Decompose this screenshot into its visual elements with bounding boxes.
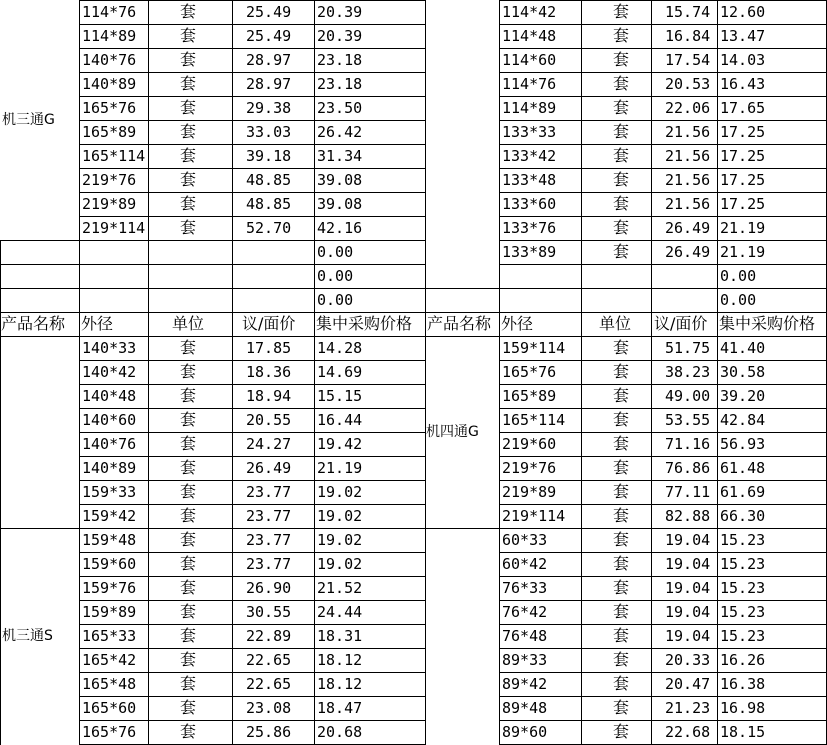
outer-diameter-cell: 76*42	[502, 603, 548, 621]
list-price-cell: 26.90	[246, 579, 292, 597]
list-price-cell: 25.49	[246, 3, 292, 21]
purchase-price-cell: 23.18	[317, 51, 363, 69]
outer-diameter-cell: 133*42	[502, 147, 557, 165]
unit-cell: 套	[180, 50, 197, 69]
unit-cell: 套	[613, 26, 630, 45]
list-price-cell: 51.75	[665, 339, 711, 357]
purchase-price-cell: 14.69	[317, 363, 363, 381]
outer-diameter-cell: 219*60	[502, 435, 557, 453]
outer-diameter-cell: 219*89	[82, 195, 137, 213]
column-header: 集中采购价格	[316, 314, 413, 333]
unit-cell: 套	[613, 482, 630, 501]
outer-diameter-cell: 165*76	[502, 363, 557, 381]
grid-line	[79, 0, 80, 312]
unit-cell: 套	[613, 530, 630, 549]
unit-cell: 套	[180, 578, 197, 597]
purchase-price-cell: 26.42	[317, 123, 363, 141]
grid-line	[499, 0, 500, 312]
purchase-price-cell: 18.15	[720, 723, 766, 741]
purchase-price-cell: 17.65	[720, 99, 766, 117]
outer-diameter-cell: 159*48	[82, 531, 137, 549]
unit-cell: 套	[613, 722, 630, 741]
grid-line	[148, 0, 149, 312]
grid-line	[314, 312, 315, 745]
outer-diameter-cell: 219*76	[502, 459, 557, 477]
purchase-price-cell: 23.50	[317, 99, 363, 117]
unit-cell: 套	[180, 650, 197, 669]
unit-cell: 套	[180, 338, 197, 357]
list-price-cell: 21.56	[665, 195, 711, 213]
unit-cell: 套	[180, 386, 197, 405]
unit-cell: 套	[613, 434, 630, 453]
list-price-cell: 21.56	[665, 171, 711, 189]
list-price-cell: 21.56	[665, 123, 711, 141]
list-price-cell: 25.86	[246, 723, 292, 741]
outer-diameter-cell: 165*76	[82, 723, 137, 741]
grid-line	[499, 648, 827, 649]
outer-diameter-cell: 89*60	[502, 723, 548, 741]
grid-line	[79, 312, 80, 745]
list-price-cell: 23.08	[246, 699, 292, 717]
outer-diameter-cell: 219*114	[82, 219, 146, 237]
grid-line	[581, 0, 582, 312]
list-price-cell: 19.04	[665, 531, 711, 549]
purchase-price-cell: 39.08	[317, 171, 363, 189]
unit-cell: 套	[613, 218, 630, 237]
purchase-price-cell: 21.52	[317, 579, 363, 597]
unit-cell: 套	[180, 434, 197, 453]
outer-diameter-cell: 133*33	[502, 123, 557, 141]
purchase-price-cell: 16.98	[720, 699, 766, 717]
grid-line	[425, 288, 827, 289]
unit-cell: 套	[180, 674, 197, 693]
outer-diameter-cell: 165*114	[502, 411, 566, 429]
purchase-price-cell: 21.19	[720, 219, 766, 237]
unit-cell: 套	[180, 530, 197, 549]
unit-cell: 套	[180, 218, 197, 237]
outer-diameter-cell: 159*114	[502, 339, 566, 357]
purchase-price-cell: 20.68	[317, 723, 363, 741]
grid-line	[499, 624, 827, 625]
unit-cell: 套	[180, 698, 197, 717]
unit-cell: 套	[613, 554, 630, 573]
list-price-cell: 39.18	[246, 147, 292, 165]
outer-diameter-cell: 140*42	[82, 363, 137, 381]
purchase-price-cell: 23.18	[317, 75, 363, 93]
list-price-cell: 22.65	[246, 675, 292, 693]
outer-diameter-cell: 165*89	[82, 123, 137, 141]
outer-diameter-cell: 89*48	[502, 699, 548, 717]
unit-cell: 套	[613, 242, 630, 261]
list-price-cell: 15.74	[665, 3, 711, 21]
outer-diameter-cell: 60*33	[502, 531, 548, 549]
purchase-price-cell: 15.23	[720, 531, 766, 549]
unit-cell: 套	[180, 146, 197, 165]
purchase-price-cell: 39.08	[317, 195, 363, 213]
unit-cell: 套	[180, 410, 197, 429]
list-price-cell: 17.54	[665, 51, 711, 69]
outer-diameter-cell: 140*60	[82, 411, 137, 429]
grid-line	[148, 312, 149, 745]
grid-line	[717, 0, 718, 312]
list-price-cell: 26.49	[665, 243, 711, 261]
outer-diameter-cell: 114*42	[502, 3, 557, 21]
unit-cell: 套	[180, 554, 197, 573]
grid-line	[717, 312, 718, 745]
unit-cell: 套	[180, 98, 197, 117]
outer-diameter-cell: 219*114	[502, 507, 566, 525]
unit-cell: 套	[180, 626, 197, 645]
grid-line	[0, 528, 79, 529]
list-price-cell: 23.77	[246, 507, 292, 525]
list-price-cell: 52.70	[246, 219, 292, 237]
purchase-price-cell: 0.00	[317, 243, 354, 261]
grid-line	[499, 264, 827, 265]
list-price-cell: 28.97	[246, 75, 292, 93]
unit-cell: 套	[180, 74, 197, 93]
grid-line	[651, 312, 652, 745]
grid-line	[499, 576, 827, 577]
purchase-price-cell: 0.00	[317, 291, 354, 309]
unit-cell: 套	[613, 2, 630, 21]
list-price-cell: 28.97	[246, 51, 292, 69]
list-price-cell: 71.16	[665, 435, 711, 453]
unit-cell: 套	[613, 458, 630, 477]
purchase-price-cell: 15.23	[720, 555, 766, 573]
outer-diameter-cell: 140*33	[82, 339, 137, 357]
list-price-cell: 19.04	[665, 627, 711, 645]
outer-diameter-cell: 133*89	[502, 243, 557, 261]
unit-cell: 套	[613, 122, 630, 141]
list-price-cell: 26.49	[665, 219, 711, 237]
list-price-cell: 53.55	[665, 411, 711, 429]
purchase-price-cell: 16.26	[720, 651, 766, 669]
grid-line	[0, 264, 425, 265]
grid-line	[499, 528, 827, 529]
purchase-price-cell: 0.00	[720, 291, 757, 309]
list-price-cell: 38.23	[665, 363, 711, 381]
column-header: 单位	[599, 314, 632, 333]
purchase-price-cell: 56.93	[720, 435, 766, 453]
outer-diameter-cell: 114*89	[502, 99, 557, 117]
purchase-price-cell: 15.23	[720, 579, 766, 597]
outer-diameter-cell: 114*76	[502, 75, 557, 93]
unit-cell: 套	[613, 698, 630, 717]
column-header: 集中采购价格	[719, 314, 816, 333]
unit-cell: 套	[613, 578, 630, 597]
list-price-cell: 25.49	[246, 27, 292, 45]
purchase-price-cell: 18.47	[317, 699, 363, 717]
list-price-cell: 22.68	[665, 723, 711, 741]
purchase-price-cell: 21.19	[720, 243, 766, 261]
outer-diameter-cell: 140*48	[82, 387, 137, 405]
outer-diameter-cell: 133*76	[502, 219, 557, 237]
unit-cell: 套	[613, 338, 630, 357]
purchase-price-cell: 17.25	[720, 123, 766, 141]
unit-cell: 套	[613, 386, 630, 405]
grid-line	[581, 312, 582, 745]
purchase-price-cell: 16.38	[720, 675, 766, 693]
purchase-price-cell: 61.48	[720, 459, 766, 477]
purchase-price-cell: 30.58	[720, 363, 766, 381]
list-price-cell: 29.38	[246, 99, 292, 117]
outer-diameter-cell: 140*76	[82, 51, 137, 69]
unit-cell: 套	[180, 482, 197, 501]
list-price-cell: 18.36	[246, 363, 292, 381]
grid-line	[0, 240, 1, 312]
purchase-price-cell: 0.00	[720, 267, 757, 285]
list-price-cell: 22.06	[665, 99, 711, 117]
unit-cell: 套	[180, 194, 197, 213]
grid-line	[499, 600, 827, 601]
unit-cell: 套	[613, 50, 630, 69]
unit-cell: 套	[180, 722, 197, 741]
outer-diameter-cell: 165*114	[82, 147, 146, 165]
outer-diameter-cell: 159*42	[82, 507, 137, 525]
column-header: 外径	[501, 314, 534, 333]
outer-diameter-cell: 159*89	[82, 603, 137, 621]
purchase-price-cell: 13.47	[720, 27, 766, 45]
list-price-cell: 20.33	[665, 651, 711, 669]
grid-line	[314, 0, 315, 312]
column-header: 议/面价	[654, 314, 708, 333]
outer-diameter-cell: 133*48	[502, 171, 557, 189]
unit-cell: 套	[613, 362, 630, 381]
grid-line	[499, 0, 827, 1]
unit-cell: 套	[613, 98, 630, 117]
purchase-price-cell: 19.02	[317, 507, 363, 525]
outer-diameter-cell: 159*60	[82, 555, 137, 573]
unit-cell: 套	[613, 410, 630, 429]
grid-line	[499, 696, 827, 697]
purchase-price-cell: 16.44	[317, 411, 363, 429]
unit-cell: 套	[180, 602, 197, 621]
grid-line	[499, 552, 827, 553]
list-price-cell: 22.65	[246, 651, 292, 669]
outer-diameter-cell: 133*60	[502, 195, 557, 213]
outer-diameter-cell: 159*33	[82, 483, 137, 501]
list-price-cell: 76.86	[665, 459, 711, 477]
unit-cell: 套	[180, 122, 197, 141]
outer-diameter-cell: 219*76	[82, 171, 137, 189]
outer-diameter-cell: 76*33	[502, 579, 548, 597]
outer-diameter-cell: 114*76	[82, 3, 137, 21]
list-price-cell: 21.56	[665, 147, 711, 165]
outer-diameter-cell: 114*89	[82, 27, 137, 45]
outer-diameter-cell: 165*60	[82, 699, 137, 717]
purchase-price-cell: 61.69	[720, 483, 766, 501]
purchase-price-cell: 12.60	[720, 3, 766, 21]
outer-diameter-cell: 165*89	[502, 387, 557, 405]
list-price-cell: 24.27	[246, 435, 292, 453]
grid-line	[499, 720, 827, 721]
grid-line	[499, 672, 827, 673]
purchase-price-cell: 19.02	[317, 531, 363, 549]
outer-diameter-cell: 159*76	[82, 579, 137, 597]
column-header: 单位	[172, 314, 205, 333]
purchase-price-cell: 66.30	[720, 507, 766, 525]
purchase-price-cell: 15.23	[720, 627, 766, 645]
purchase-price-cell: 39.20	[720, 387, 766, 405]
outer-diameter-cell: 140*89	[82, 75, 137, 93]
list-price-cell: 26.49	[246, 459, 292, 477]
grid-line	[0, 240, 425, 241]
list-price-cell: 82.88	[665, 507, 711, 525]
unit-cell: 套	[613, 74, 630, 93]
product-group-label: 机三通S	[2, 628, 53, 644]
outer-diameter-cell: 114*60	[502, 51, 557, 69]
unit-cell: 套	[613, 170, 630, 189]
purchase-price-cell: 19.02	[317, 483, 363, 501]
purchase-price-cell: 20.39	[317, 27, 363, 45]
outer-diameter-cell: 165*76	[82, 99, 137, 117]
column-header: 产品名称	[1, 314, 66, 333]
grid-line	[425, 0, 426, 312]
list-price-cell: 20.47	[665, 675, 711, 693]
list-price-cell: 23.77	[246, 555, 292, 573]
grid-line	[232, 312, 233, 745]
list-price-cell: 49.00	[665, 387, 711, 405]
list-price-cell: 16.84	[665, 27, 711, 45]
purchase-price-cell: 17.25	[720, 171, 766, 189]
outer-diameter-cell: 89*42	[502, 675, 548, 693]
column-header: 议/面价	[242, 314, 296, 333]
outer-diameter-cell: 140*76	[82, 435, 137, 453]
purchase-price-cell: 0.00	[317, 267, 354, 285]
grid-line	[79, 0, 425, 1]
list-price-cell: 23.77	[246, 531, 292, 549]
list-price-cell: 19.04	[665, 603, 711, 621]
outer-diameter-cell: 165*33	[82, 627, 137, 645]
outer-diameter-cell: 114*48	[502, 27, 557, 45]
purchase-price-cell: 21.19	[317, 459, 363, 477]
outer-diameter-cell: 60*42	[502, 555, 548, 573]
purchase-price-cell: 18.12	[317, 675, 363, 693]
product-group-label: 机三通G	[2, 112, 55, 128]
purchase-price-cell: 14.03	[720, 51, 766, 69]
grid-line	[232, 0, 233, 312]
purchase-price-cell: 15.23	[720, 603, 766, 621]
unit-cell: 套	[613, 674, 630, 693]
purchase-price-cell: 41.40	[720, 339, 766, 357]
unit-cell: 套	[180, 170, 197, 189]
purchase-price-cell: 17.25	[720, 195, 766, 213]
purchase-price-cell: 19.42	[317, 435, 363, 453]
purchase-price-cell: 18.31	[317, 627, 363, 645]
product-group-label: 机四通G	[426, 424, 479, 440]
list-price-cell: 20.55	[246, 411, 292, 429]
outer-diameter-cell: 165*48	[82, 675, 137, 693]
list-price-cell: 21.23	[665, 699, 711, 717]
purchase-price-cell: 42.16	[317, 219, 363, 237]
unit-cell: 套	[180, 362, 197, 381]
list-price-cell: 22.89	[246, 627, 292, 645]
outer-diameter-cell: 219*89	[502, 483, 557, 501]
list-price-cell: 77.11	[665, 483, 711, 501]
outer-diameter-cell: 89*33	[502, 651, 548, 669]
unit-cell: 套	[613, 506, 630, 525]
purchase-price-cell: 18.12	[317, 651, 363, 669]
purchase-price-cell: 19.02	[317, 555, 363, 573]
grid-line	[425, 528, 499, 529]
purchase-price-cell: 42.84	[720, 411, 766, 429]
list-price-cell: 23.77	[246, 483, 292, 501]
unit-cell: 套	[180, 26, 197, 45]
grid-line	[0, 288, 425, 289]
outer-diameter-cell: 140*89	[82, 459, 137, 477]
grid-line	[499, 312, 500, 745]
list-price-cell: 17.85	[246, 339, 292, 357]
grid-line	[651, 0, 652, 312]
list-price-cell: 48.85	[246, 171, 292, 189]
column-header: 外径	[81, 314, 114, 333]
column-header: 产品名称	[427, 314, 492, 333]
unit-cell: 套	[180, 458, 197, 477]
outer-diameter-cell: 165*42	[82, 651, 137, 669]
purchase-price-cell: 20.39	[317, 3, 363, 21]
list-price-cell: 18.94	[246, 387, 292, 405]
list-price-cell: 30.55	[246, 603, 292, 621]
unit-cell: 套	[613, 146, 630, 165]
purchase-price-cell: 15.15	[317, 387, 363, 405]
purchase-price-cell: 31.34	[317, 147, 363, 165]
list-price-cell: 19.04	[665, 579, 711, 597]
purchase-price-cell: 14.28	[317, 339, 363, 357]
list-price-cell: 20.53	[665, 75, 711, 93]
list-price-cell: 33.03	[246, 123, 292, 141]
purchase-price-cell: 16.43	[720, 75, 766, 93]
unit-cell: 套	[180, 506, 197, 525]
outer-diameter-cell: 76*48	[502, 627, 548, 645]
purchase-price-cell: 17.25	[720, 147, 766, 165]
unit-cell: 套	[613, 194, 630, 213]
unit-cell: 套	[613, 650, 630, 669]
unit-cell: 套	[180, 2, 197, 21]
purchase-price-cell: 24.44	[317, 603, 363, 621]
unit-cell: 套	[613, 626, 630, 645]
list-price-cell: 19.04	[665, 555, 711, 573]
list-price-cell: 48.85	[246, 195, 292, 213]
unit-cell: 套	[613, 602, 630, 621]
